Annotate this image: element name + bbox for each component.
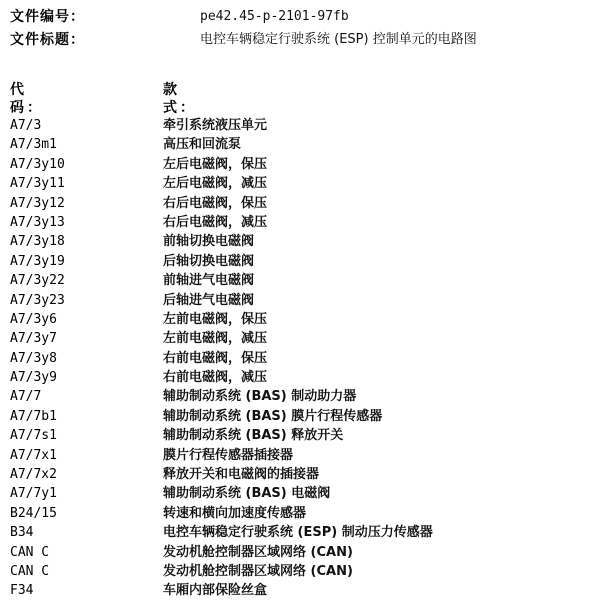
table-row: [10, 252, 595, 271]
row-code: A7/3y13: [10, 214, 65, 230]
doc-number-label: 文件编号：: [10, 9, 85, 25]
doc-title-label: 文件标题：: [10, 32, 85, 48]
row-code: A7/3y18: [10, 234, 65, 250]
row-code: A7/7x1: [10, 447, 57, 463]
row-desc: 膜片行程传感器插接器: [163, 447, 294, 463]
row-desc: 前轴进气电磁阀: [163, 273, 255, 289]
row-desc: 左前电磁阀，减压: [163, 331, 268, 347]
table-row: [10, 446, 595, 465]
row-code: A7/7b1: [10, 408, 57, 424]
row-code: A7/7s1: [10, 428, 57, 444]
row-code: A7/3y6: [10, 311, 57, 327]
row-desc: 辅助制动系统 (BAS) 制动助力器: [163, 389, 357, 405]
component-list: [10, 116, 595, 601]
row-code: A7/3y8: [10, 350, 57, 366]
table-row: [10, 329, 595, 348]
table-row: [10, 581, 595, 600]
header-code: 代码：: [10, 82, 44, 116]
table-row: [10, 562, 595, 581]
row-desc: 后轴进气电磁阀: [163, 292, 255, 308]
row-code: A7/3y11: [10, 176, 65, 192]
doc-title-value: 电控车辆稳定行驶系统 (ESP) 控制单元的电路图: [200, 32, 477, 47]
row-code: B24/15: [10, 505, 57, 521]
row-desc: 辅助制动系统 (BAS) 释放开关: [163, 428, 344, 444]
table-row: [10, 504, 595, 523]
table-row: [10, 523, 595, 542]
row-code: A7/3y22: [10, 273, 65, 289]
row-desc: 发动机舱控制器区域网络 (CAN): [163, 563, 353, 579]
row-desc: 右前电磁阀，保压: [163, 350, 268, 366]
table-row: [10, 213, 595, 232]
row-desc: 发动机舱控制器区域网络 (CAN): [163, 544, 353, 560]
row-code: A7/3: [10, 118, 42, 133]
row-desc: 前轴切换电磁阀: [163, 234, 255, 250]
row-desc: 右后电磁阀，减压: [163, 214, 268, 230]
row-desc: 左后电磁阀，减压: [163, 176, 268, 192]
table-row: [10, 426, 595, 445]
row-code: CAN C: [10, 544, 50, 560]
row-desc: 右前电磁阀，减压: [163, 370, 268, 386]
row-desc: 右后电磁阀，保压: [163, 195, 268, 211]
row-desc: 高压和回流泵: [163, 137, 242, 153]
table-row: [10, 368, 595, 387]
row-code: B34: [10, 525, 34, 541]
row-desc: 辅助制动系统 (BAS) 电磁阀: [163, 486, 331, 502]
header-style: 款式：: [163, 82, 197, 116]
row-desc: 左前电磁阀，保压: [163, 311, 268, 327]
row-desc: 左后电磁阀，保压: [163, 156, 268, 172]
row-desc: 牵引系统液压单元: [163, 118, 268, 133]
table-row: [10, 194, 595, 213]
row-desc: 辅助制动系统 (BAS) 膜片行程传感器: [163, 408, 383, 424]
table-row: [10, 349, 595, 368]
row-code: A7/3y23: [10, 292, 65, 308]
table-row: [10, 271, 595, 290]
table-row: [10, 135, 595, 154]
table-row: [10, 465, 595, 484]
row-desc: 电控车辆稳定行驶系统 (ESP) 制动压力传感器: [163, 525, 433, 541]
table-row: [10, 484, 595, 503]
table-row: [10, 407, 595, 426]
table-row: [10, 155, 595, 174]
row-code: CAN C: [10, 563, 50, 579]
row-code: F34: [10, 583, 34, 599]
table-row: [10, 116, 595, 135]
table-row: [10, 387, 595, 406]
row-code: A7/7: [10, 389, 42, 405]
doc-number-value: pe42.45-p-2101-97fb: [200, 9, 349, 24]
table-row: [10, 232, 595, 251]
row-code: A7/3y12: [10, 195, 65, 211]
row-code: A7/3m1: [10, 137, 57, 153]
row-code: A7/3y19: [10, 253, 65, 269]
table-row: [10, 543, 595, 562]
table-row: [10, 174, 595, 193]
table-row: [10, 310, 595, 329]
row-desc: 释放开关和电磁阀的插接器: [163, 467, 320, 483]
row-code: A7/7x2: [10, 467, 57, 483]
row-code: A7/3y7: [10, 331, 57, 347]
row-code: A7/3y10: [10, 156, 65, 172]
row-desc: 转速和横向加速度传感器: [163, 505, 307, 521]
table-row: [10, 291, 595, 310]
row-desc: 车厢内部保险丝盒: [163, 583, 268, 599]
row-desc: 后轴切换电磁阀: [163, 253, 255, 269]
row-code: A7/3y9: [10, 370, 57, 386]
row-code: A7/7y1: [10, 486, 57, 502]
